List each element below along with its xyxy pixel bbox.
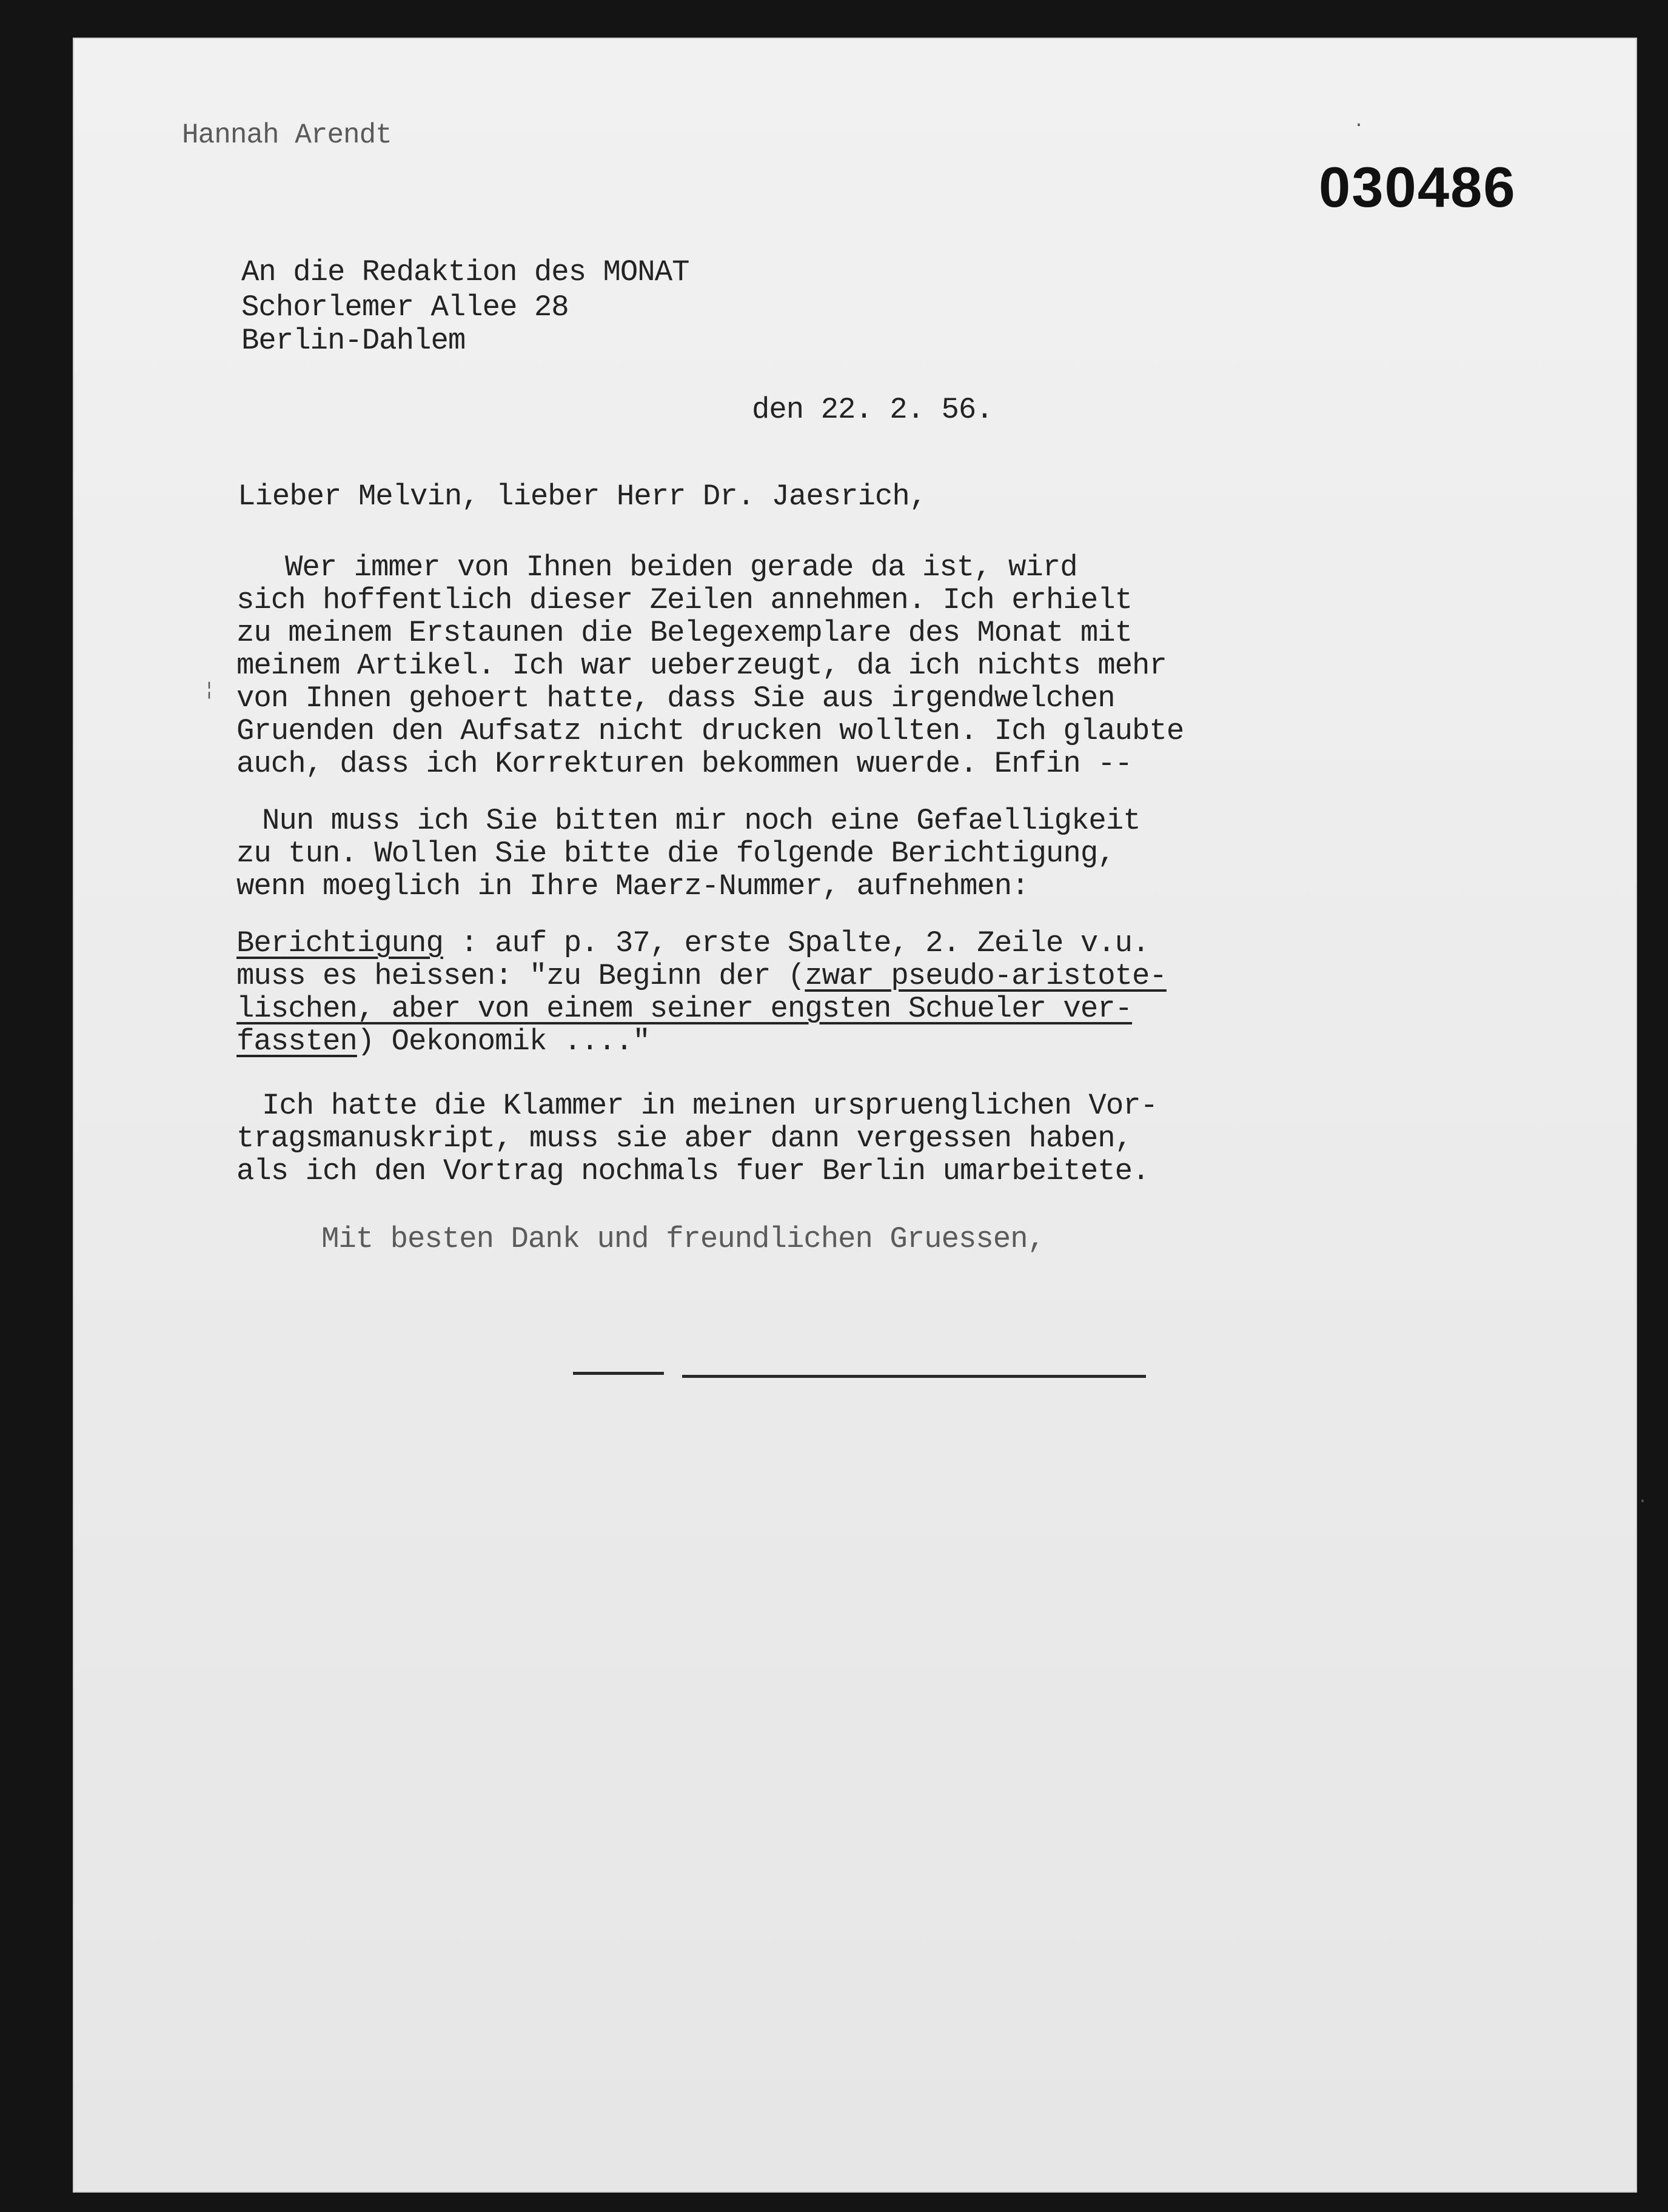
paragraph-2-line-2: zu tun. Wollen Sie bitte die folgende Berichtigung, [236, 837, 1115, 870]
signature-line-short [573, 1372, 664, 1375]
address-line-2: Schorlemer Allee 28 [241, 290, 569, 324]
paragraph-3-line-1: Ich hatte die Klammer in meinen urspruenglichen Vor- [262, 1089, 1158, 1123]
paragraph-2-line-1: Nun muss ich Sie bitten mir noch eine Gefaelligkeit [262, 804, 1140, 838]
correction-reference: : auf p. 37, erste Spalte, 2. Zeile v.u. [443, 926, 1150, 960]
correction-intro: muss es heissen: "zu Beginn der ( [236, 959, 805, 993]
paragraph-1-line-7: auch, dass ich Korrekturen bekommen wuerde. Enfin -- [236, 747, 1133, 781]
correction-line-1 [236, 926, 1150, 960]
stray-dot-mark: · [1353, 115, 1365, 136]
margin-mark: ¦ [204, 680, 215, 701]
address-line-3: Berlin-Dahlem [241, 324, 466, 358]
paragraph-3-line-3: als ich den Vortrag nochmals fuer Berlin umarbeitete. [236, 1154, 1150, 1188]
correction-underlined-2: lischen, aber von einem seiner engsten Schueler ver- [236, 992, 1133, 1026]
correction-label: Berichtigung [236, 926, 443, 960]
signature-line-long [682, 1375, 1146, 1378]
paragraph-1-line-5: von Ihnen gehoert hatte, dass Sie aus irgendwelchen [236, 681, 1115, 715]
salutation: Lieber Melvin, lieber Herr Dr. Jaesrich, [238, 479, 927, 513]
correction-line-4 [236, 1024, 650, 1058]
paragraph-1-line-1: Wer immer von Ihnen beiden gerade da ist, wird [285, 550, 1077, 584]
address-line-1: An die Redaktion des MONAT [241, 255, 689, 289]
paragraph-2-line-3: wenn moeglich in Ihre Maerz-Nummer, aufnehmen: [236, 869, 1029, 903]
paragraph-1-line-6: Gruenden den Aufsatz nicht drucken wollten. Ich glaubte [236, 714, 1184, 748]
correction-underlined-3: fassten [236, 1024, 357, 1058]
paragraph-1-line-4: meinem Artikel. Ich war ueberzeugt, da ich nichts mehr [236, 649, 1167, 683]
letter-date: den 22. 2. 56. [752, 393, 993, 427]
paragraph-1-line-3: zu meinem Erstaunen die Belegexemplare des Monat mit [236, 616, 1133, 650]
paragraph-3-line-2: tragsmanuskript, muss sie aber dann vergessen haben, [236, 1121, 1133, 1155]
closing-line: Mit besten Dank und freundlichen Gruessen, [321, 1222, 1045, 1256]
author-name: Hannah Arendt [182, 119, 392, 151]
correction-underlined-1: zwar pseudo-aristote- [805, 959, 1167, 993]
paragraph-1-line-2: sich hoffentlich dieser Zeilen annehmen. Ich erhielt [236, 583, 1133, 617]
correction-ending: ) Oekonomik ...." [357, 1024, 650, 1058]
document-number: 030486 [1319, 155, 1516, 219]
correction-line-3 [236, 994, 1132, 1024]
edge-mark: · [1637, 1491, 1649, 1512]
correction-line-2 [236, 961, 1167, 991]
